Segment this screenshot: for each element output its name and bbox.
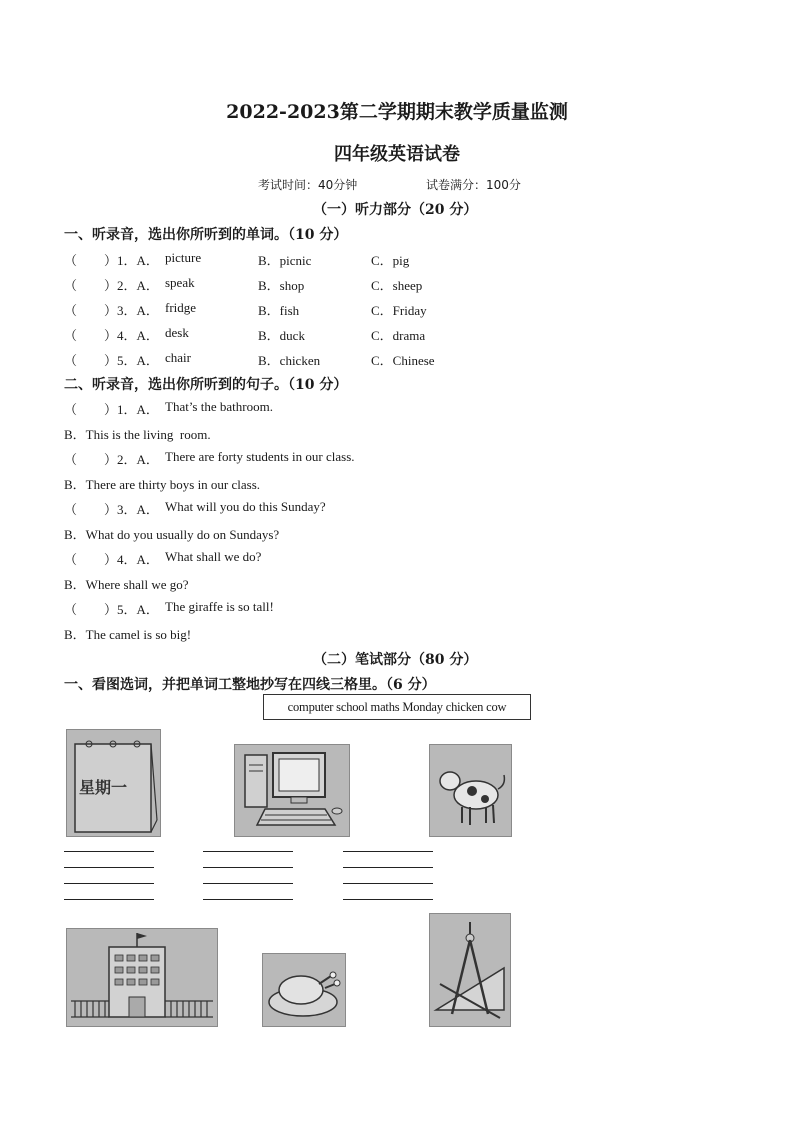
answer-paren[interactable]: （ [64,452,78,467]
question-number: ）3．A． [104,502,159,517]
option-b: B．duck [258,328,305,343]
question-row [0,350,794,368]
option-b: B．There are thirty boys in our class. [64,477,261,492]
option-a: That’s the bathroom. [165,399,273,414]
question-number: ）5．A． [104,602,159,617]
question-row [0,499,794,517]
question-number: ）4．A． [104,552,159,567]
answer-paren[interactable]: （ [64,303,78,318]
option-c: C．drama [371,328,426,343]
option-a: speak [165,275,195,290]
exam-subtitle: 四年级英语试卷 [334,144,460,165]
chicken-picture [262,953,346,1027]
option-c: C．Friday [371,303,427,318]
question-row [0,449,794,467]
question-number: ）2．A． [104,278,159,293]
option-c: C．sheep [371,278,423,293]
answer-paren[interactable]: （ [64,328,78,343]
answer-paren[interactable]: （ [64,602,78,617]
answer-paren[interactable]: （ [64,253,78,268]
calendar-text: 星期一 [79,778,128,797]
listening-q1-heading: 一、听录音，选出你所听到的单词。（10 分） [64,227,348,243]
option-b: B．Where shall we go? [64,577,189,592]
option-a: The giraffe is so tall! [165,599,274,614]
answer-paren[interactable]: （ [64,353,78,368]
question-row [0,250,794,268]
calendar-picture [66,729,161,837]
option-a: What shall we do? [165,549,262,564]
listening-part-heading: （一）听力部分（20 分） [313,202,478,218]
option-c: C．Chinese [371,353,435,368]
question-number: ）4．A． [104,328,159,343]
writing-grid-2[interactable] [203,851,293,901]
listening-q2-heading: 二、听录音，选出你所听到的句子。（10 分） [64,377,348,393]
maths-tools-picture [429,913,511,1027]
full-score: 试卷满分：100分 [426,178,521,192]
answer-paren[interactable]: （ [64,502,78,517]
writing-grid-1[interactable] [64,851,154,901]
option-a: picture [165,250,202,265]
exam-title: 2022-2023第二学期期末教学质量监测 [226,101,568,123]
option-a: chair [165,350,191,365]
question-number: ）2．A． [104,452,159,467]
question-row [0,549,794,567]
school-picture [66,928,218,1027]
writing-q1-heading: 一、看图选词，并把单词工整地抄写在四线三格里。（6 分） [64,677,436,693]
question-number: ）5．A． [104,353,159,368]
option-a: fridge [165,300,197,315]
computer-picture [234,744,350,837]
option-b: B．picnic [258,253,312,268]
word-bank-box: computer school maths Monday chicken cow [263,694,531,720]
option-a: desk [165,325,189,340]
option-c: C．pig [371,253,410,268]
question-row [0,599,794,617]
option-a: There are forty students in our class. [165,449,355,464]
answer-paren[interactable]: （ [64,402,78,417]
writing-part-heading: （二）笔试部分（80 分） [313,652,478,668]
option-b: B．What do you usually do on Sundays? [64,527,280,542]
question-number: ）1．A． [104,402,159,417]
cow-picture [429,744,512,837]
option-b: B．This is the living room. [64,427,211,442]
writing-grid-3[interactable] [343,851,433,901]
answer-paren[interactable]: （ [64,278,78,293]
option-b: B．shop [258,278,305,293]
answer-paren[interactable]: （ [64,552,78,567]
option-b: B．chicken [258,353,321,368]
option-b: B．fish [258,303,300,318]
question-row [0,325,794,343]
question-row [0,275,794,293]
option-a: What will you do this Sunday? [165,499,326,514]
question-number: ）1．A． [104,253,159,268]
question-number: ）3．A． [104,303,159,318]
option-b: B．The camel is so big! [64,627,192,642]
question-row [0,300,794,318]
exam-time: 考试时间：40分钟 [258,178,358,192]
question-row [0,399,794,417]
